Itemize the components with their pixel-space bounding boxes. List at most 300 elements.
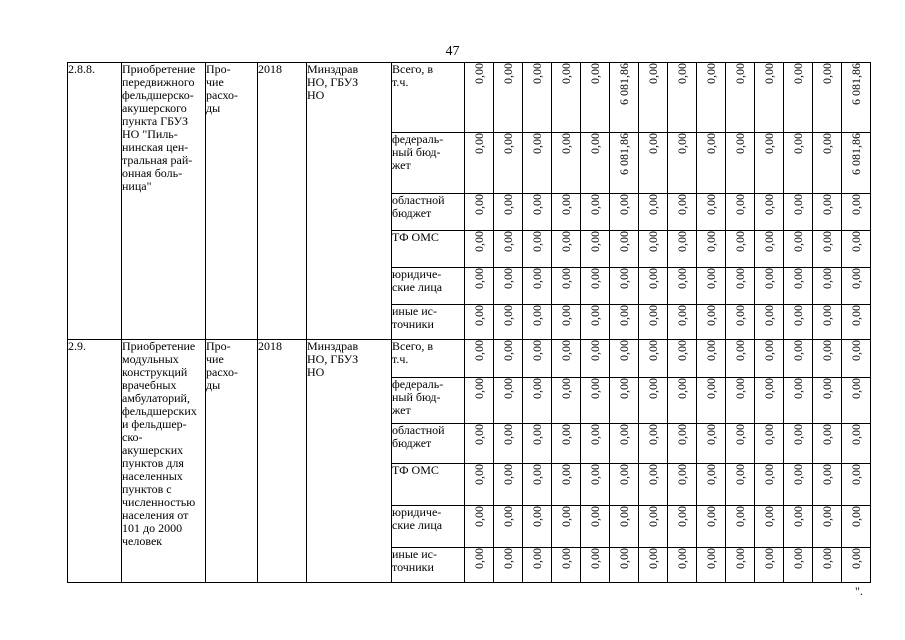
value-cell — [842, 133, 871, 194]
value-text: 0,00 — [790, 231, 805, 253]
value-text: 0,00 — [761, 63, 776, 84]
value-cell — [813, 423, 842, 463]
value-text: 0,00 — [674, 340, 689, 362]
value-cell — [581, 305, 610, 340]
value-cell — [784, 63, 813, 133]
value-text: 0,00 — [529, 547, 544, 569]
value-text: 0,00 — [616, 423, 631, 445]
value-cell — [784, 377, 813, 423]
value-cell — [668, 133, 697, 194]
value-text: 0,00 — [732, 194, 747, 216]
value-text: 0,00 — [616, 231, 631, 253]
value-cell — [755, 268, 784, 305]
value-cell — [494, 423, 523, 463]
value-text: 0,00 — [500, 547, 515, 569]
value-text: 0,00 — [558, 133, 573, 155]
value-text: 0,00 — [587, 463, 602, 485]
value-text: 0,00 — [529, 423, 544, 445]
value-text: 0,00 — [558, 463, 573, 485]
value-text: 0,00 — [529, 377, 544, 399]
expense-type: Про- чие расхо- ды — [206, 340, 258, 583]
value-text: 0,00 — [674, 463, 689, 485]
value-text: 0,00 — [819, 194, 834, 216]
value-cell — [552, 547, 581, 582]
value-text: 0,00 — [645, 377, 660, 399]
value-cell — [755, 340, 784, 377]
value-cell — [697, 63, 726, 133]
funding-source-label: иные ис- точники — [392, 547, 465, 582]
funding-source-label: иные ис- точники — [392, 305, 465, 340]
value-cell — [726, 63, 755, 133]
value-cell — [523, 305, 552, 340]
value-cell — [755, 463, 784, 505]
value-text: 0,00 — [790, 63, 805, 84]
value-cell — [813, 505, 842, 547]
value-cell — [842, 463, 871, 505]
value-cell — [697, 463, 726, 505]
value-cell — [755, 63, 784, 133]
value-text: 0,00 — [645, 231, 660, 253]
value-text: 0,00 — [645, 133, 660, 155]
value-text: 0,00 — [761, 194, 776, 216]
value-text: 0,00 — [500, 231, 515, 253]
table-row — [68, 340, 871, 377]
value-text: 0,00 — [732, 547, 747, 569]
value-cell — [813, 194, 842, 231]
value-cell — [610, 547, 639, 582]
value-text: 0,00 — [645, 268, 660, 290]
value-text: 0,00 — [558, 63, 573, 84]
value-cell — [697, 231, 726, 268]
value-text: 0,00 — [500, 194, 515, 216]
value-text: 6 081,86 — [848, 63, 863, 105]
value-text: 0,00 — [558, 547, 573, 569]
value-cell — [523, 231, 552, 268]
value-cell — [523, 423, 552, 463]
value-text: 0,00 — [674, 194, 689, 216]
value-cell — [639, 268, 668, 305]
value-cell — [465, 194, 494, 231]
value-text: 0,00 — [819, 340, 834, 362]
value-text: 0,00 — [500, 63, 515, 84]
value-text: 0,00 — [703, 268, 718, 290]
value-cell — [755, 547, 784, 582]
value-cell — [494, 505, 523, 547]
value-cell — [726, 547, 755, 582]
value-cell — [726, 505, 755, 547]
value-text: 0,00 — [674, 423, 689, 445]
value-cell — [755, 377, 784, 423]
value-cell — [697, 547, 726, 582]
value-text: 0,00 — [529, 463, 544, 485]
value-cell — [842, 423, 871, 463]
value-cell — [465, 340, 494, 377]
value-text: 0,00 — [674, 377, 689, 399]
value-text: 0,00 — [848, 194, 863, 216]
value-text: 0,00 — [819, 63, 834, 84]
value-cell — [726, 340, 755, 377]
value-cell — [697, 505, 726, 547]
value-text: 0,00 — [848, 423, 863, 445]
value-text: 0,00 — [645, 423, 660, 445]
value-cell — [465, 423, 494, 463]
value-cell — [668, 423, 697, 463]
value-cell — [581, 268, 610, 305]
value-cell — [842, 547, 871, 582]
value-cell — [523, 505, 552, 547]
value-text: 0,00 — [587, 340, 602, 362]
value-text: 0,00 — [819, 305, 834, 327]
value-cell — [726, 268, 755, 305]
value-cell — [842, 505, 871, 547]
value-cell — [552, 194, 581, 231]
value-text: 0,00 — [500, 377, 515, 399]
value-cell — [784, 305, 813, 340]
value-text: 0,00 — [703, 423, 718, 445]
value-cell — [842, 231, 871, 268]
value-cell — [523, 268, 552, 305]
value-text: 0,00 — [529, 63, 544, 84]
value-cell — [639, 305, 668, 340]
value-cell — [784, 133, 813, 194]
value-text: 0,00 — [848, 340, 863, 362]
value-cell — [813, 377, 842, 423]
value-text: 0,00 — [703, 133, 718, 155]
value-cell — [813, 231, 842, 268]
value-cell — [494, 377, 523, 423]
value-cell — [552, 63, 581, 133]
value-text: 0,00 — [674, 268, 689, 290]
value-cell — [610, 63, 639, 133]
value-text: 0,00 — [732, 423, 747, 445]
funding-source-label: областной бюджет — [392, 194, 465, 231]
value-cell — [726, 231, 755, 268]
value-cell — [639, 133, 668, 194]
value-text: 0,00 — [761, 463, 776, 485]
value-text: 0,00 — [500, 423, 515, 445]
value-text: 0,00 — [790, 505, 805, 527]
value-cell — [639, 63, 668, 133]
item-name: Приобретение модульных конструкций врачебных амбулаторий, фельдшерских и фельдшер- ско- акушерских пунктов для населенных пунктов с численностью населения от 101 до 2000 человек — [122, 340, 206, 583]
funding-source-label: Всего, в т.ч. — [392, 340, 465, 377]
value-text: 0,00 — [703, 505, 718, 527]
value-cell — [726, 194, 755, 231]
value-cell — [581, 231, 610, 268]
value-cell — [755, 194, 784, 231]
value-cell — [668, 505, 697, 547]
value-text: 0,00 — [471, 340, 486, 362]
value-text: 0,00 — [558, 305, 573, 327]
value-cell — [523, 377, 552, 423]
value-cell — [668, 63, 697, 133]
value-text: 0,00 — [587, 194, 602, 216]
value-cell — [784, 547, 813, 582]
value-cell — [610, 463, 639, 505]
value-text: 0,00 — [471, 133, 486, 155]
value-cell — [639, 340, 668, 377]
value-cell — [755, 231, 784, 268]
value-cell — [842, 377, 871, 423]
value-cell — [610, 231, 639, 268]
value-text: 0,00 — [587, 268, 602, 290]
value-cell — [494, 63, 523, 133]
value-cell — [813, 133, 842, 194]
value-cell — [523, 194, 552, 231]
value-text: 0,00 — [674, 305, 689, 327]
value-text: 0,00 — [587, 231, 602, 253]
value-text: 0,00 — [645, 194, 660, 216]
funding-source-label: ТФ ОМС — [392, 463, 465, 505]
value-cell — [755, 423, 784, 463]
item-number: 2.9. — [68, 340, 122, 583]
value-text: 0,00 — [848, 268, 863, 290]
value-text: 0,00 — [761, 268, 776, 290]
value-text: 0,00 — [645, 63, 660, 84]
value-text: 0,00 — [819, 133, 834, 155]
value-text: 0,00 — [500, 305, 515, 327]
value-text: 0,00 — [819, 377, 834, 399]
value-text: 0,00 — [848, 305, 863, 327]
value-cell — [813, 547, 842, 582]
value-cell — [465, 268, 494, 305]
value-text: 0,00 — [616, 377, 631, 399]
value-text: 0,00 — [529, 194, 544, 216]
value-text: 0,00 — [790, 194, 805, 216]
value-cell — [784, 423, 813, 463]
value-cell — [639, 231, 668, 268]
value-cell — [755, 505, 784, 547]
value-text: 0,00 — [761, 231, 776, 253]
value-text: 0,00 — [819, 268, 834, 290]
value-text: 0,00 — [558, 505, 573, 527]
value-text: 0,00 — [645, 505, 660, 527]
value-cell — [813, 268, 842, 305]
value-text: 0,00 — [471, 305, 486, 327]
value-text: 0,00 — [645, 305, 660, 327]
value-text: 0,00 — [703, 547, 718, 569]
value-text: 0,00 — [790, 340, 805, 362]
value-text: 0,00 — [616, 305, 631, 327]
value-text: 0,00 — [471, 547, 486, 569]
value-cell — [552, 305, 581, 340]
value-cell — [552, 133, 581, 194]
value-cell — [494, 547, 523, 582]
value-text: 0,00 — [819, 463, 834, 485]
value-text: 0,00 — [529, 268, 544, 290]
value-cell — [668, 547, 697, 582]
value-cell — [610, 133, 639, 194]
funding-source-label: областной бюджет — [392, 423, 465, 463]
value-cell — [755, 305, 784, 340]
value-text: 0,00 — [703, 305, 718, 327]
value-cell — [581, 505, 610, 547]
value-cell — [581, 133, 610, 194]
value-text: 0,00 — [471, 231, 486, 253]
value-cell — [581, 463, 610, 505]
value-text: 0,00 — [819, 505, 834, 527]
value-cell — [465, 505, 494, 547]
value-text: 0,00 — [471, 505, 486, 527]
value-text: 0,00 — [848, 463, 863, 485]
value-cell — [842, 194, 871, 231]
value-text: 0,00 — [761, 340, 776, 362]
value-cell — [784, 194, 813, 231]
value-text: 0,00 — [500, 505, 515, 527]
value-text: 0,00 — [761, 547, 776, 569]
value-cell — [668, 340, 697, 377]
value-cell — [581, 340, 610, 377]
value-text: 0,00 — [732, 268, 747, 290]
value-cell — [552, 340, 581, 377]
value-text: 0,00 — [558, 377, 573, 399]
value-cell — [610, 268, 639, 305]
value-text: 0,00 — [529, 231, 544, 253]
value-cell — [639, 423, 668, 463]
value-text: 0,00 — [703, 340, 718, 362]
value-text: 0,00 — [645, 547, 660, 569]
value-cell — [552, 463, 581, 505]
value-cell — [523, 133, 552, 194]
value-cell — [494, 305, 523, 340]
funding-source-label: юридиче- ские лица — [392, 268, 465, 305]
value-cell — [726, 463, 755, 505]
value-text: 0,00 — [500, 463, 515, 485]
value-text: 0,00 — [790, 305, 805, 327]
value-text: 0,00 — [529, 133, 544, 155]
value-cell — [668, 231, 697, 268]
value-text: 0,00 — [703, 377, 718, 399]
value-cell — [842, 268, 871, 305]
value-text: 0,00 — [790, 423, 805, 445]
value-text: 0,00 — [529, 305, 544, 327]
value-text: 0,00 — [761, 305, 776, 327]
value-text: 0,00 — [790, 377, 805, 399]
value-cell — [465, 547, 494, 582]
value-cell — [465, 63, 494, 133]
value-text: 0,00 — [587, 305, 602, 327]
value-cell — [784, 505, 813, 547]
value-cell — [581, 377, 610, 423]
value-text: 0,00 — [703, 194, 718, 216]
value-text: 0,00 — [587, 423, 602, 445]
value-text: 0,00 — [558, 423, 573, 445]
value-text: 0,00 — [471, 463, 486, 485]
value-cell — [523, 463, 552, 505]
value-text: 0,00 — [500, 268, 515, 290]
value-text: 0,00 — [587, 377, 602, 399]
value-cell — [494, 463, 523, 505]
page-number: 47 — [445, 44, 460, 59]
value-text: 0,00 — [703, 463, 718, 485]
value-text: 0,00 — [848, 505, 863, 527]
value-cell — [697, 377, 726, 423]
value-text: 0,00 — [732, 463, 747, 485]
value-text: 0,00 — [471, 423, 486, 445]
value-text: 0,00 — [558, 340, 573, 362]
value-text: 0,00 — [732, 340, 747, 362]
value-text: 0,00 — [732, 377, 747, 399]
value-text: 0,00 — [616, 505, 631, 527]
value-text: 0,00 — [790, 133, 805, 155]
funding-source-label: Всего, в т.ч. — [392, 63, 465, 133]
value-text: 0,00 — [732, 505, 747, 527]
value-text: 0,00 — [616, 547, 631, 569]
item-executor: Минздрав НО, ГБУЗ НО — [307, 340, 392, 583]
value-text: 0,00 — [790, 547, 805, 569]
value-text: 0,00 — [732, 63, 747, 84]
value-cell — [668, 268, 697, 305]
value-text: 0,00 — [790, 463, 805, 485]
value-cell — [697, 268, 726, 305]
value-cell — [784, 340, 813, 377]
value-cell — [639, 194, 668, 231]
value-text: 0,00 — [790, 268, 805, 290]
value-cell — [668, 377, 697, 423]
value-text: 0,00 — [761, 133, 776, 155]
value-cell — [494, 194, 523, 231]
value-cell — [668, 194, 697, 231]
value-cell — [842, 305, 871, 340]
value-cell — [726, 377, 755, 423]
value-cell — [697, 340, 726, 377]
value-text: 0,00 — [616, 463, 631, 485]
value-cell — [552, 423, 581, 463]
value-cell — [465, 377, 494, 423]
value-text: 0,00 — [471, 268, 486, 290]
value-cell — [552, 268, 581, 305]
value-text: 0,00 — [645, 340, 660, 362]
value-text: 0,00 — [761, 377, 776, 399]
value-text: 0,00 — [674, 231, 689, 253]
value-cell — [610, 505, 639, 547]
value-cell — [784, 463, 813, 505]
value-cell — [610, 194, 639, 231]
value-cell — [784, 231, 813, 268]
value-text: 6 081,86 — [848, 133, 863, 176]
value-text: 0,00 — [471, 63, 486, 84]
item-year: 2018 — [258, 340, 307, 583]
value-cell — [813, 63, 842, 133]
value-cell — [697, 423, 726, 463]
value-cell — [610, 377, 639, 423]
value-cell — [494, 268, 523, 305]
value-text: 0,00 — [645, 463, 660, 485]
value-text: 0,00 — [558, 268, 573, 290]
value-text: 0,00 — [529, 340, 544, 362]
item-name: Приобретение передвижного фельдшерско- акушерского пункта ГБУЗ НО "Пиль- нинская цен- тральная рай- онная боль- ница" — [122, 63, 206, 340]
value-cell — [697, 133, 726, 194]
value-text: 0,00 — [848, 547, 863, 569]
value-cell — [668, 463, 697, 505]
funding-source-label: федераль- ный бюд- жет — [392, 377, 465, 423]
item-number: 2.8.8. — [68, 63, 122, 340]
value-text: 0,00 — [848, 231, 863, 253]
budget-table — [67, 62, 871, 583]
value-text: 0,00 — [558, 194, 573, 216]
value-text: 0,00 — [587, 505, 602, 527]
value-text: 0,00 — [674, 133, 689, 155]
item-executor: Минздрав НО, ГБУЗ НО — [307, 63, 392, 340]
value-text: 0,00 — [732, 133, 747, 155]
value-text: 0,00 — [558, 231, 573, 253]
value-cell — [465, 463, 494, 505]
value-text: 6 081,86 — [616, 133, 631, 176]
value-cell — [842, 340, 871, 377]
value-cell — [610, 423, 639, 463]
value-text: 6 081,86 — [616, 63, 631, 105]
value-cell — [639, 547, 668, 582]
value-cell — [523, 340, 552, 377]
